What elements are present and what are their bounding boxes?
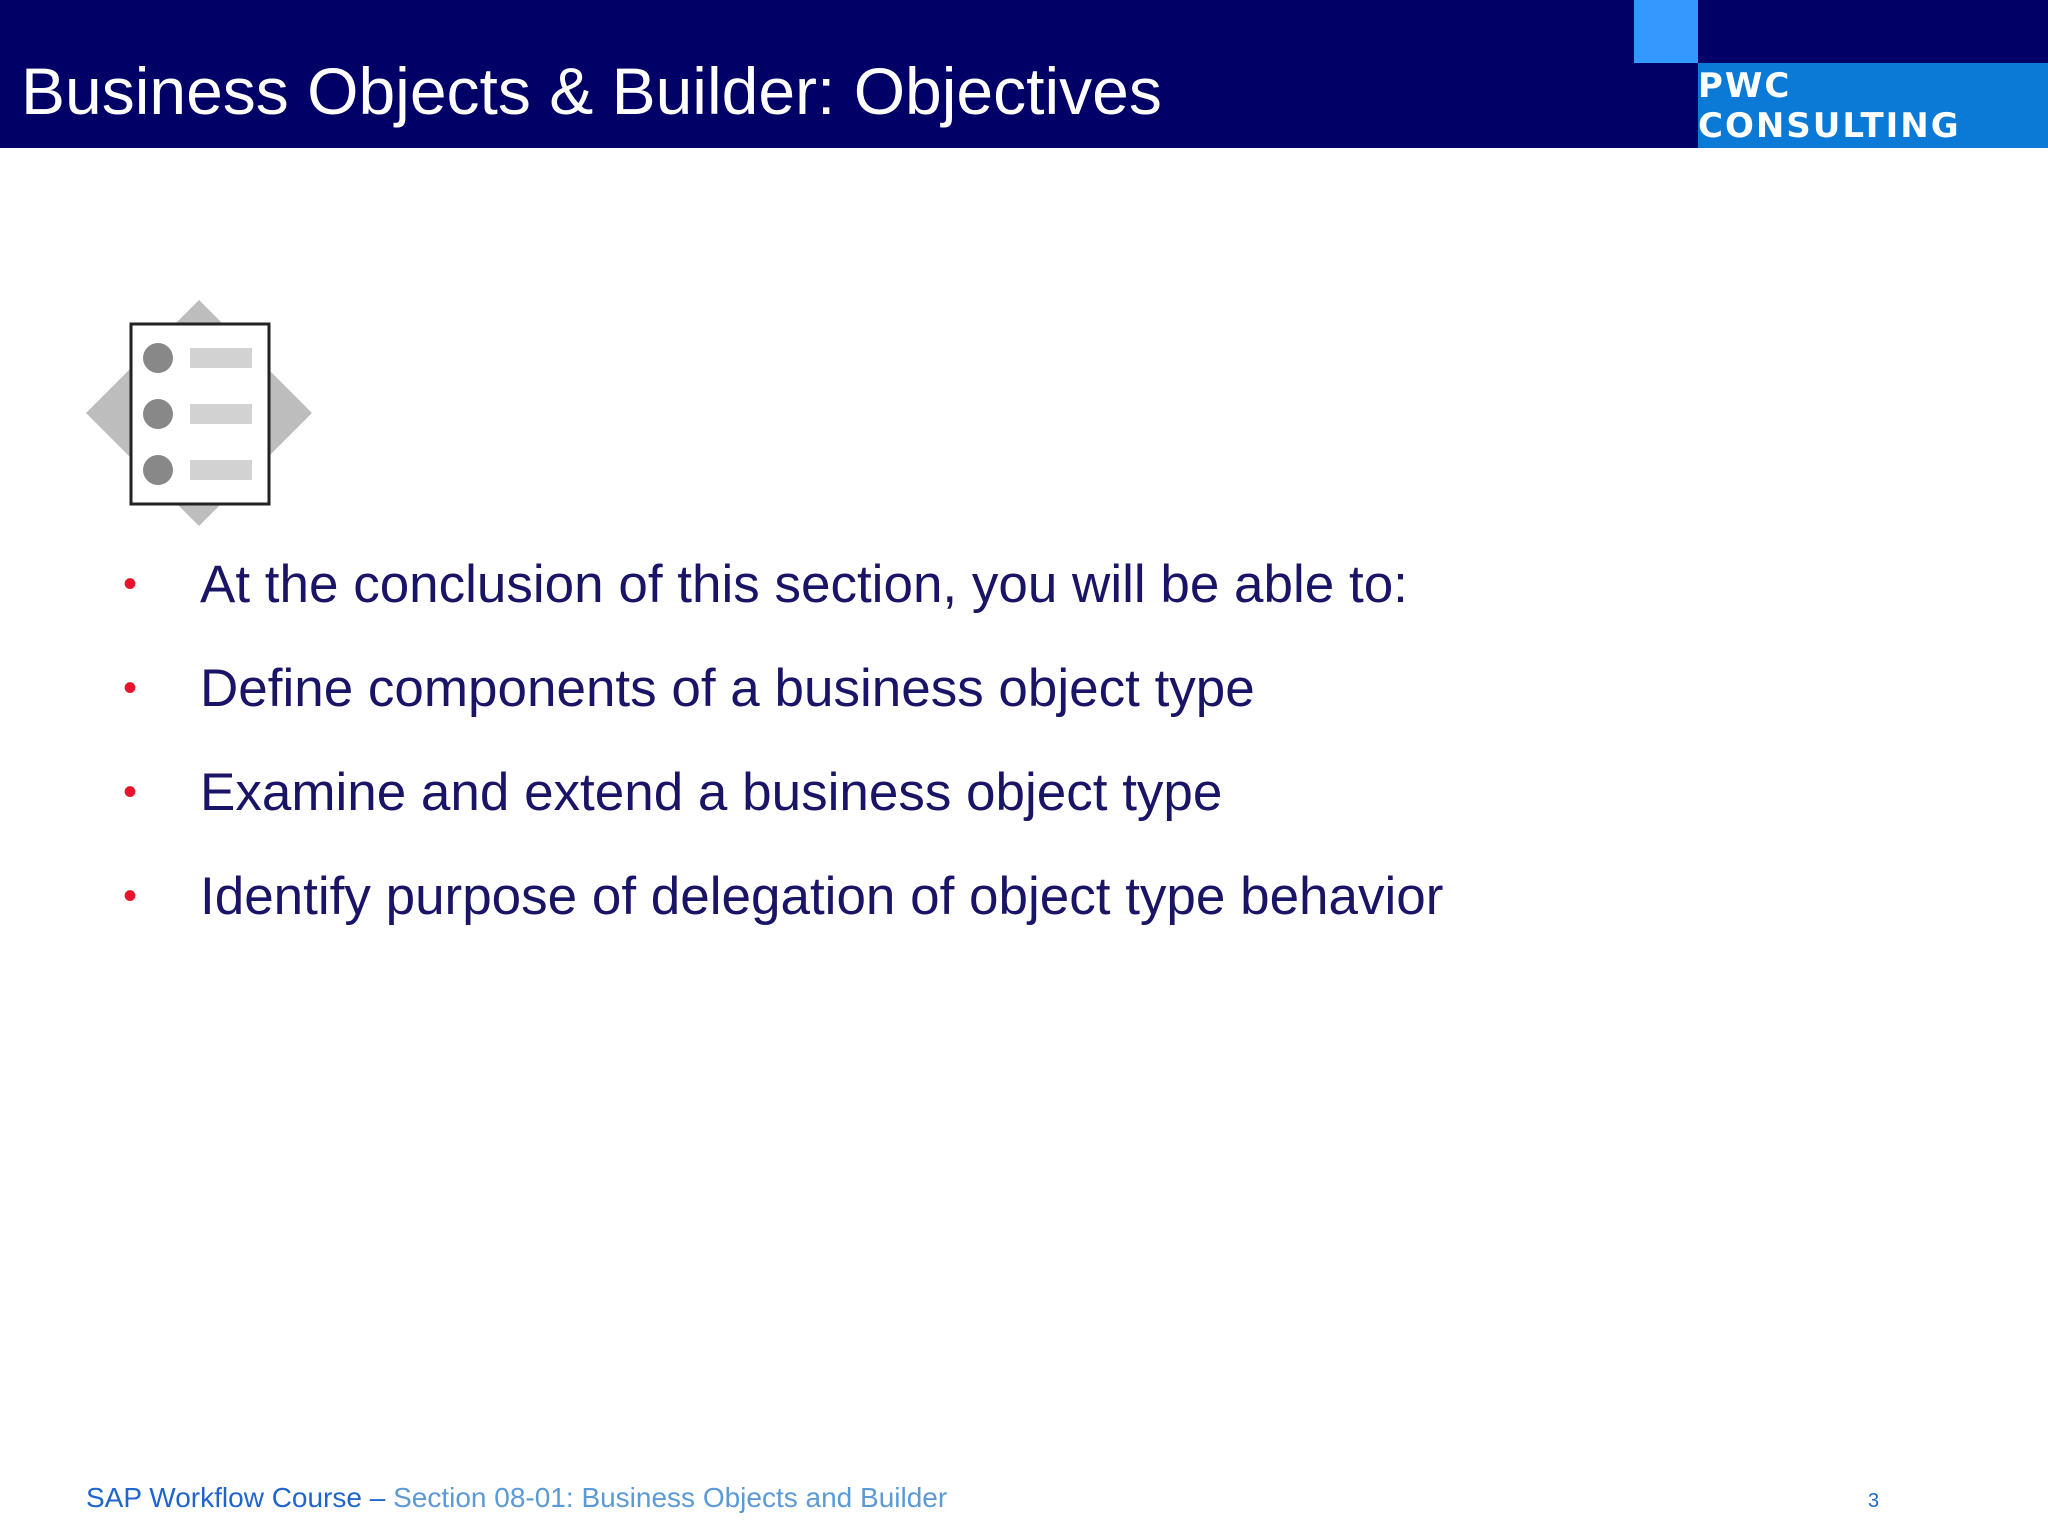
bullet-text: At the conclusion of this section, you will be able to: [200, 555, 1408, 614]
bullet-text: Define components of a business object type [200, 659, 1255, 718]
bullet-marker: • [123, 562, 138, 606]
bullet-marker: • [123, 770, 138, 814]
footer [86, 1482, 947, 1514]
bullet-text: Identify purpose of delegation of object type behavior [200, 867, 1444, 926]
page-number: 3 [1868, 1490, 1880, 1512]
bullet-marker: • [123, 666, 138, 710]
objectives-list-icon [86, 300, 312, 528]
icon-bullet-line-3 [190, 460, 252, 480]
slide-title: Business Objects & Builder: Objectives [21, 54, 1162, 128]
brand-logo-box [1698, 63, 2048, 148]
accent-square [1634, 0, 1698, 63]
icon-bullet-dot-2 [143, 399, 173, 429]
icon-bullet-line-1 [190, 348, 252, 368]
icon-bullet-dot-1 [143, 343, 173, 373]
footer-section-name: Section 08-01: Business Objects and Builder [393, 1482, 948, 1513]
footer-course-name: SAP Workflow Course – [86, 1482, 386, 1513]
bullet-text: Examine and extend a business object type [200, 763, 1223, 822]
brand-logo-text: PWC CONSULTING [1698, 65, 1961, 146]
icon-bullet-line-2 [190, 404, 252, 424]
header-band-right [1698, 0, 2048, 63]
bullet-marker: • [123, 874, 138, 918]
icon-bullet-dot-3 [143, 455, 173, 485]
